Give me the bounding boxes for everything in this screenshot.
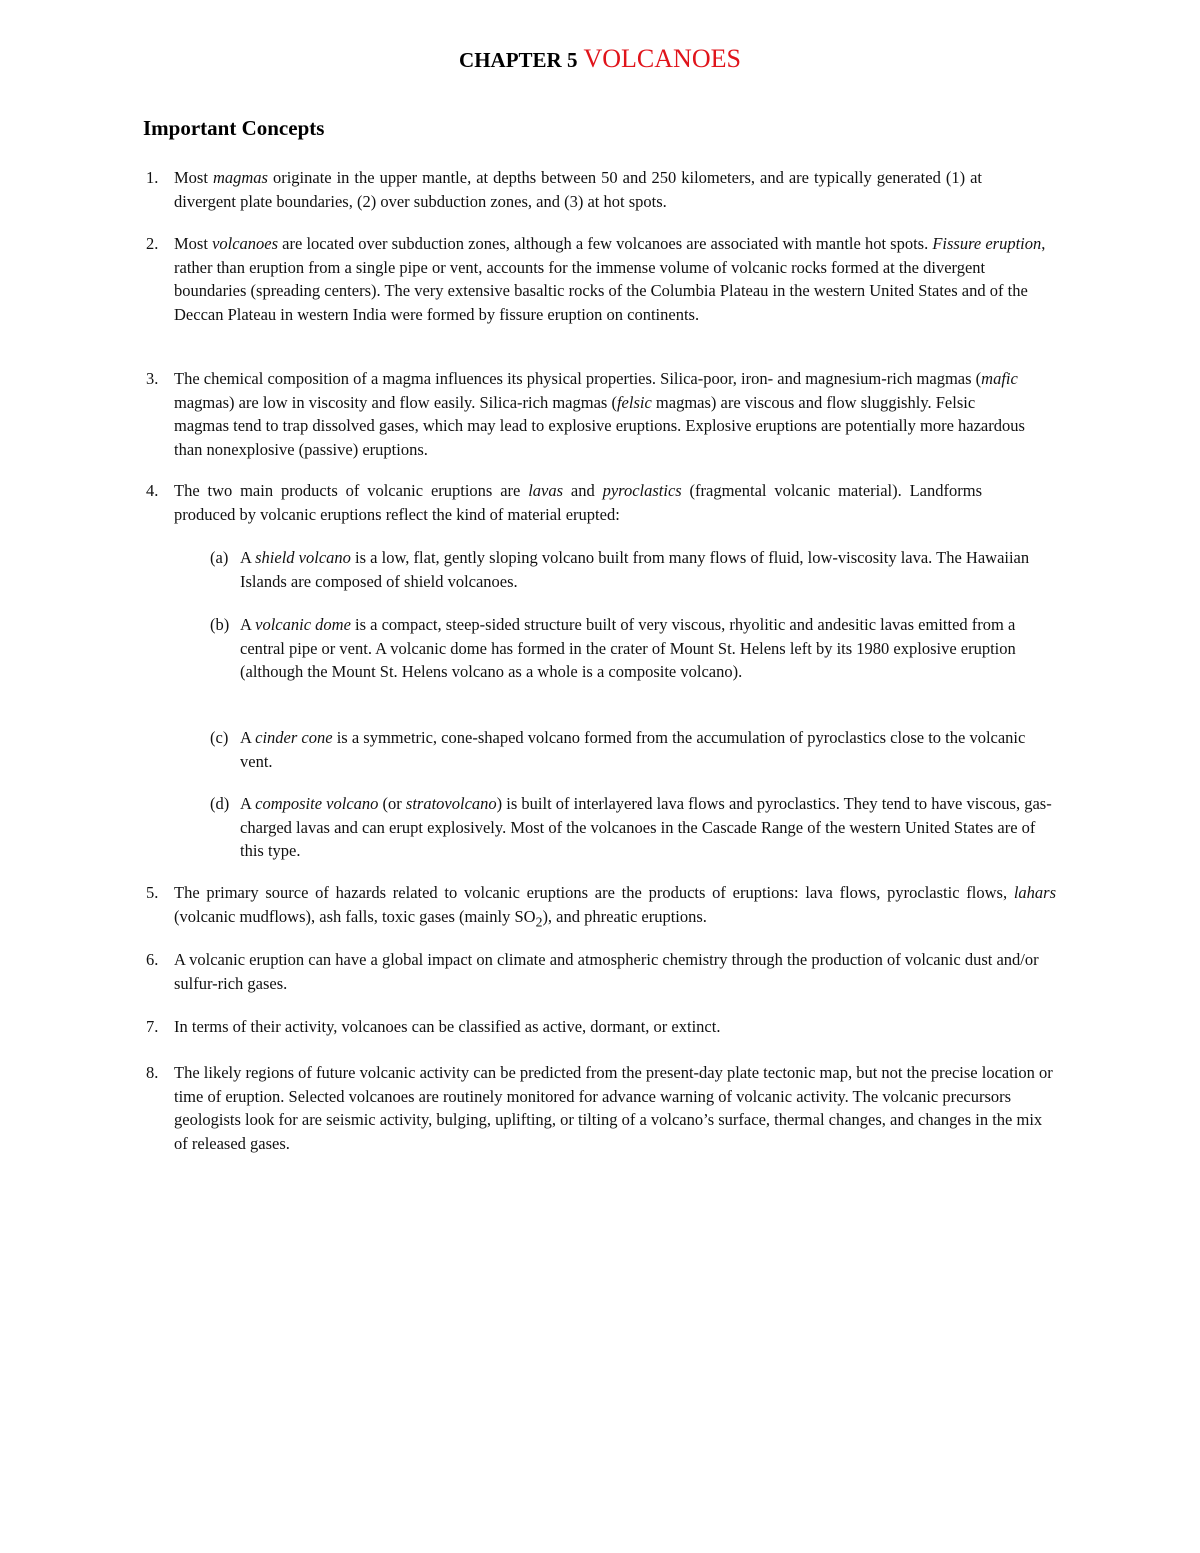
concept-item-5 — [146, 881, 1056, 933]
landform-subitem-a — [210, 546, 1032, 593]
item-text: The two main products of volcanic eruptions are lavas and pyroclastics (fragmental volcanic material). Landforms produced by volcanic eruptions reflect the kind of material erupted: — [174, 481, 982, 524]
concept-item-2 — [146, 232, 1052, 326]
item-number: 1. — [146, 168, 159, 187]
item-number: 4. — [146, 481, 159, 500]
concept-item-7 — [146, 1015, 1046, 1039]
subitem-text: A cinder cone is a symmetric, cone-shaped volcano formed from the accumulation of pyroclastics close to the volcanic vent. — [240, 728, 1026, 771]
landform-subitem-c — [210, 726, 1060, 773]
item-number: 5. — [146, 883, 159, 902]
concept-item-8 — [146, 1061, 1054, 1155]
chapter-subject: VOLCANOES — [583, 44, 741, 73]
landform-subitem-b — [210, 613, 1054, 684]
item-text: A volcanic eruption can have a global impact on climate and atmospheric chemistry through the production of volcanic dust and/or sulfur-rich gases. — [174, 950, 1039, 993]
subitem-label: (a) — [210, 548, 229, 567]
item-text: The chemical composition of a magma influences its physical properties. Silica-poor, iron- and magnesium-rich magmas (mafic magmas) are low in viscosity and flow easily. Silica-rich magmas (felsic magmas) are viscous and flow sluggishly. Felsic magmas tend to trap dissolved gases, which may lead to explosive eruptions. Explosive eruptions are potentially more hazardous than nonexplosive (passive) eruptions. — [174, 369, 1025, 459]
item-number: 6. — [146, 950, 159, 969]
item-text: In terms of their activity, volcanoes can be classified as active, dormant, or extinct. — [174, 1017, 721, 1036]
chapter-title — [0, 44, 1200, 74]
item-text: Most magmas originate in the upper mantle, at depths between 50 and 250 kilometers, and are typically generated (1) at divergent plate boundaries, (2) over subduction zones, and (3) at hot spots. — [174, 168, 982, 211]
item-text: The primary source of hazards related to volcanic eruptions are the products of eruptions: lava flows, pyroclastic flows, lahars (volcanic mudflows), ash falls, toxic gases (mainly $SO_2$), and phreatic eruptions. — [174, 883, 1056, 929]
subitem-label: (c) — [210, 728, 229, 747]
subitem-text: A shield volcano is a low, flat, gently sloping volcano built from many flows of fluid, low-viscosity lava. The Hawaiian Islands are composed of shield volcanoes. — [240, 548, 1030, 591]
item-text: Most volcanoes are located over subduction zones, although a few volcanoes are associated with mantle hot spots. Fissure eruption, rather than eruption from a single pipe or vent, accounts for the immense volume of volcanic rocks formed at the divergent boundaries (spreading centers). The very extensive basaltic rocks of the Columbia Plateau in the western United States and of the Deccan Plateau in western India were formed by fissure eruption on continents. — [174, 234, 1046, 324]
item-text: The likely regions of future volcanic activity can be predicted from the present-day plate tectonic map, but not the precise location or time of eruption. Selected volcanoes are routinely monitored for advance warning of volcanic activity. The volcanic precursors geologists look for are seismic activity, bulging, uplifting, or tilting of a volcano’s surface, thermal changes, and changes in the mix of released gases. — [174, 1063, 1053, 1153]
item-number: 7. — [146, 1017, 159, 1036]
item-number: 3. — [146, 369, 159, 388]
subitem-label: (d) — [210, 794, 230, 813]
subitem-text: A composite volcano (or stratovolcano) is built of interlayered lava flows and pyroclastics. They tend to have viscous, gas-charged lavas and can erupt explosively. Most of the volcanoes in the Cascade Range of the western United States are of this type. — [240, 794, 1052, 860]
concept-item-3 — [146, 367, 1026, 461]
section-heading: Important Concepts — [143, 116, 325, 140]
concept-item-6 — [146, 948, 1046, 995]
item-number: 2. — [146, 234, 159, 253]
landform-subitem-d — [210, 792, 1052, 863]
concept-item-1 — [146, 166, 982, 213]
item-number: 8. — [146, 1063, 159, 1082]
concept-item-4 — [146, 479, 982, 526]
subitem-label: (b) — [210, 615, 230, 634]
chapter-number: CHAPTER 5 — [459, 48, 578, 72]
subitem-text: A volcanic dome is a compact, steep-sided structure built of very viscous, rhyolitic and andesitic lavas emitted from a central pipe or vent. A volcanic dome has formed in the crater of Mount St. Helens left by its 1980 explosive eruption (although the Mount St. Helens volcano as a whole is a composite volcano). — [240, 615, 1016, 681]
